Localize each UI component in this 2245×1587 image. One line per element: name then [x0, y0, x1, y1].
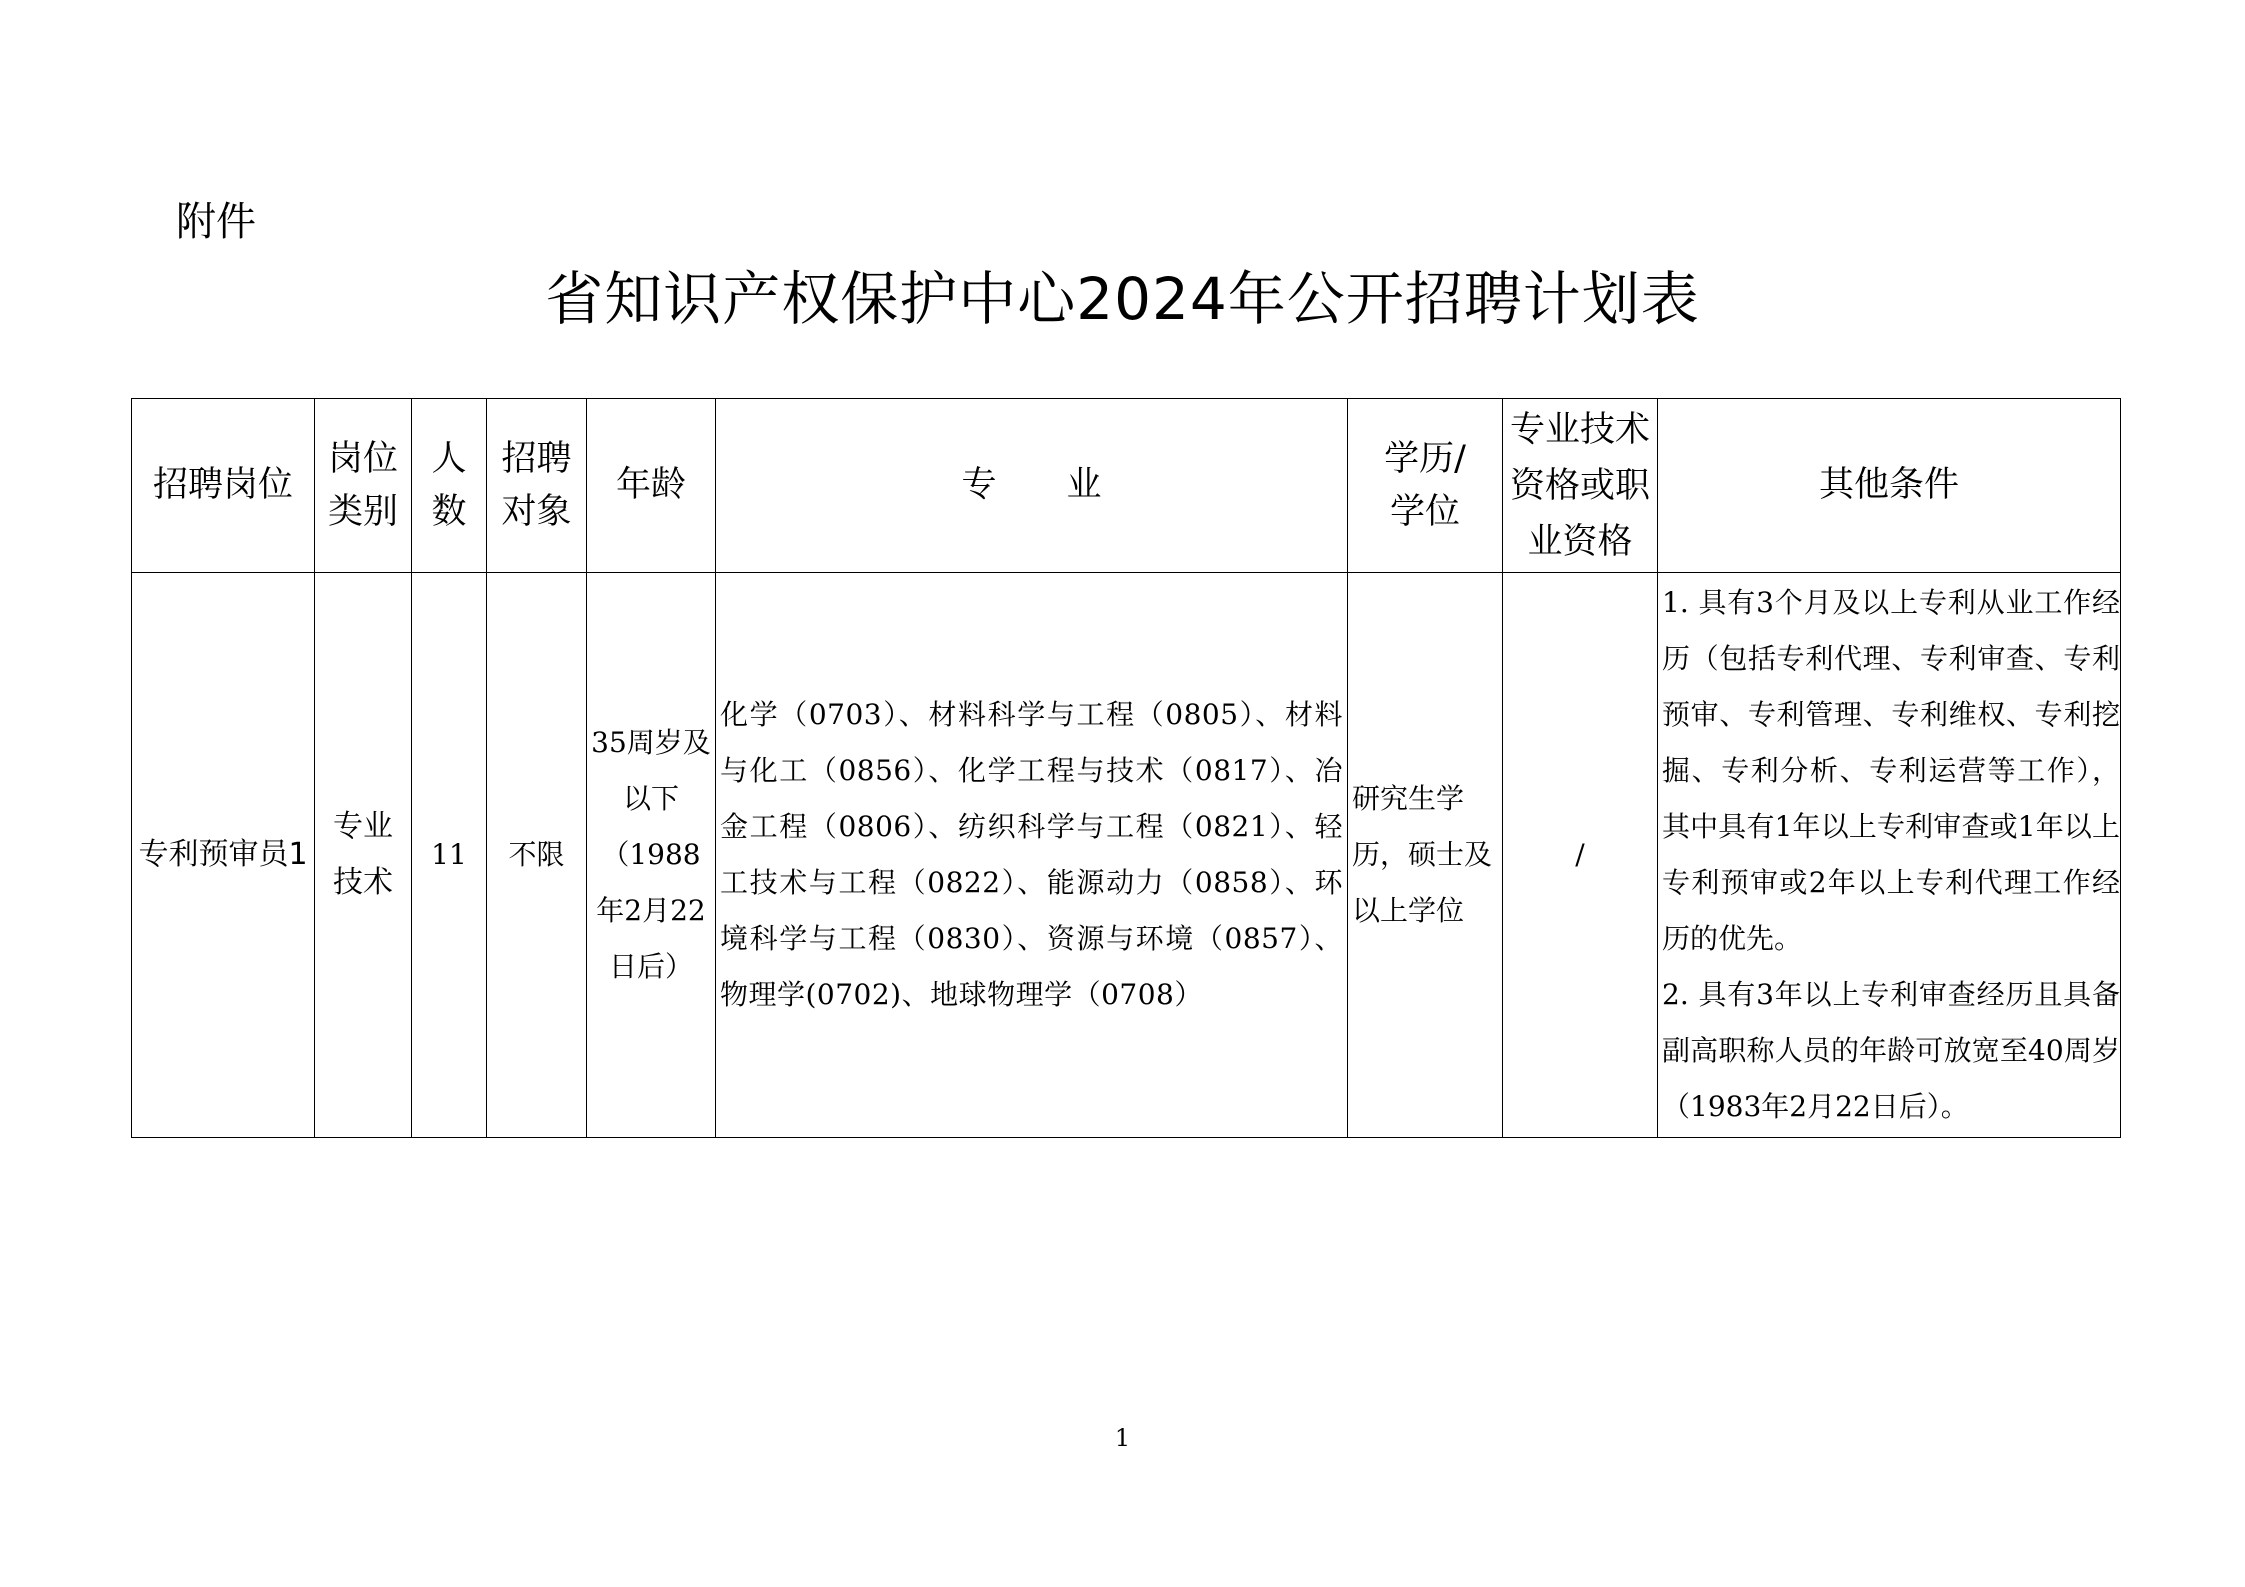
- header-education: 学历/学位: [1348, 399, 1503, 573]
- header-other: 其他条件: [1658, 399, 2121, 573]
- other-condition-2: 2. 具有3年以上专利审查经历且具备副高职称人员的年龄可放宽至40周岁（1983年2月22日后）。: [1662, 978, 2120, 1123]
- other-condition-1: 1. 具有3个月及以上专利从业工作经历（包括专利代理、专利审查、专利预审、专利管理、专利维权、专利挖掘、专利分析、专利运营等工作），其中具有1年以上专利审查或1年以上专利预审或2年以上专利代理工作经历的优先。: [1662, 586, 2120, 955]
- cell-qualification: /: [1503, 573, 1658, 1138]
- header-category: 岗位类别: [315, 399, 412, 573]
- header-target: 招聘对象: [487, 399, 587, 573]
- cell-age: 35周岁及以下（1988年2月22日后）: [587, 573, 716, 1138]
- cell-education: 研究生学历，硕士及以上学位: [1348, 573, 1503, 1138]
- attachment-label: 附件: [176, 199, 256, 245]
- cell-count: 11: [412, 573, 487, 1138]
- table-header-row: [132, 399, 2121, 573]
- recruitment-plan-table: [131, 398, 2121, 1138]
- header-major: 专 业: [716, 399, 1348, 573]
- cell-other-conditions: [1658, 573, 2121, 1138]
- cell-position: 专利预审员1: [132, 573, 315, 1138]
- cell-major: 化学（0703）、材料科学与工程（0805）、材料与化工（0856）、化学工程与技术（0817）、冶金工程（0806）、纺织科学与工程（0821）、轻工技术与工程（0822）、能源动力（0858）、环境科学与工程（0830）、资源与环境（0857）、物理学(0702)、地球物理学（0708）: [716, 573, 1348, 1138]
- header-qualification: 专业技术资格或职业资格: [1503, 399, 1658, 573]
- page-number: 1: [1114, 1424, 1131, 1452]
- header-age: 年龄: [587, 399, 716, 573]
- cell-category: 专业技术: [315, 573, 412, 1138]
- header-position: 招聘岗位: [132, 399, 315, 573]
- page-title: 省知识产权保护中心2024年公开招聘计划表: [545, 265, 1700, 333]
- cell-target: 不限: [487, 573, 587, 1138]
- table-row: [132, 573, 2121, 1138]
- header-count: 人数: [412, 399, 487, 573]
